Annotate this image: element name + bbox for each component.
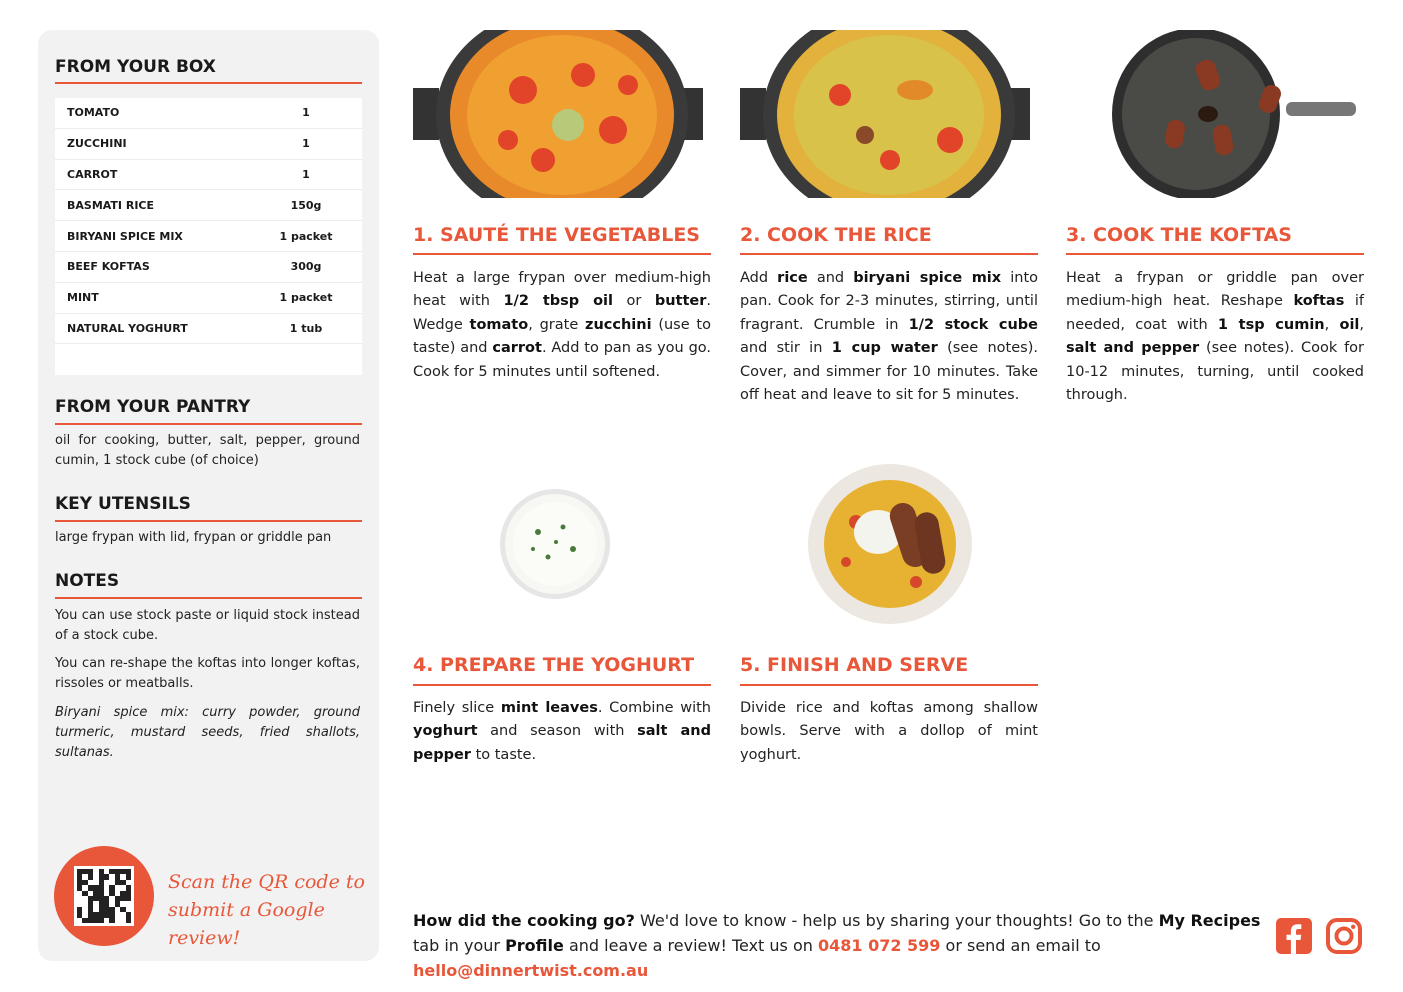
note-item: You can re-shape the koftas into longer koftas, rissoles or meatballs. [55, 656, 360, 691]
notes-heading: NOTES [55, 571, 120, 591]
divider [55, 597, 362, 599]
table-row [55, 98, 362, 129]
step-3-title: 3. COOK THE KOFTAS [1066, 224, 1292, 246]
ingredient-name: CARROT [67, 167, 118, 181]
step-4-text: Finely slice mint leaves. Combine with yoghurt and season with salt and pepper to taste. [413, 700, 711, 763]
table-row [55, 314, 362, 345]
ingredient-name: TOMATO [67, 106, 120, 120]
yoghurt-bowl-photo [498, 487, 612, 601]
ingredient-name: BIRYANI SPICE MIX [67, 229, 183, 243]
ingredient-qty: 1 packet [279, 229, 333, 243]
ingredient-qty: 1 [302, 106, 310, 120]
divider [1066, 253, 1364, 255]
step-1-title: 1. SAUTÉ THE VEGETABLES [413, 224, 700, 246]
table-row [55, 160, 362, 191]
qr-caption-line: submit a Google review! [168, 899, 325, 949]
instagram-icon[interactable] [1325, 917, 1363, 955]
table-row [55, 190, 362, 221]
step-2-title: 2. COOK THE RICE [740, 224, 932, 246]
utensils-text: large frypan with lid, frypan or griddle pan [55, 530, 332, 545]
ingredient-name: NATURAL YOGHURT [67, 321, 188, 335]
email-link[interactable]: hello@dinnertwist.com.au [413, 961, 649, 980]
facebook-icon[interactable] [1275, 917, 1313, 955]
table-row [55, 129, 362, 160]
divider [413, 684, 711, 686]
qr-caption [168, 868, 379, 952]
note-item: You can use stock paste or liquid stock instead of a stock cube. [55, 608, 360, 643]
table-row [55, 283, 362, 314]
ingredients-sidebar [38, 30, 379, 961]
phone-link[interactable]: 0481 072 599 [817, 936, 941, 955]
pantry-heading: FROM YOUR PANTRY [55, 397, 251, 417]
ingredient-qty: 1 packet [279, 291, 333, 305]
note-item: Biryani spice mix: curry powder, ground turmeric, mustard seeds, fried shallots, sultanas. [55, 705, 360, 760]
qr-badge[interactable] [54, 846, 154, 946]
ingredient-qty: 1 tub [289, 321, 323, 335]
divider [55, 423, 362, 425]
qr-code-icon[interactable] [74, 866, 134, 926]
from-box-heading: FROM YOUR BOX [55, 57, 216, 77]
ingredient-name: MINT [67, 291, 99, 305]
feedback-footer: How did the cooking go? We'd love to know - help us by sharing your thoughts! Go to the My Recipes tab in your Profile and leave a review! Text us on 0481 072 599 or send an email to hello@dinnertwist.com.au [413, 911, 1261, 980]
ingredient-qty: 1 [302, 167, 310, 181]
divider [55, 82, 362, 84]
step-5-text: Divide rice and koftas among shallow bowls. Serve with a dollop of mint yoghurt. [740, 700, 1038, 763]
divider [740, 253, 1038, 255]
step-2-text: Add rice and biryani spice mix into pan. Cook for 2-3 minutes, stirring, until fragrant. Crumble in 1/2 stock cube and stir in 1 cup water (see notes). Cover, and simmer for 10 minutes. Take off heat and leave to sit for 5 minutes. [740, 270, 1039, 404]
ingredient-name: BASMATI RICE [67, 198, 155, 212]
pan-vegetables-photo [413, 30, 711, 198]
ingredient-qty: 300g [290, 260, 322, 274]
step-1-text: Heat a large frypan over medium-high heat with 1/2 tbsp oil or butter. Wedge tomato, grate zucchini (use to taste) and carrot. Add to pan as you go. Cook for 5 minutes until softened. [413, 270, 712, 380]
ingredient-qty: 150g [290, 198, 322, 212]
plated-dish-photo [806, 462, 974, 626]
table-row [55, 252, 362, 283]
qr-caption-line: Scan the QR code to [168, 871, 365, 893]
divider [740, 684, 1038, 686]
ingredients-table [55, 98, 362, 375]
table-row [55, 221, 362, 252]
step-3-text: Heat a frypan or griddle pan over medium-high heat. Reshape koftas if needed, coat with 1 tsp cumin, oil, salt and pepper (see notes). Cook for 10-12 minutes, turning, until cooked through. [1066, 270, 1365, 404]
step-4-title: 4. PREPARE THE YOGHURT [413, 654, 695, 676]
utensils-heading: KEY UTENSILS [55, 494, 191, 514]
step-5-title: 5. FINISH AND SERVE [740, 654, 969, 676]
pantry-text: oil for cooking, butter, salt, pepper, ground cumin, 1 stock cube (of choice) [55, 433, 360, 468]
frypan-koftas-photo [1066, 30, 1364, 198]
divider [413, 253, 711, 255]
ingredient-name: BEEF KOFTAS [67, 260, 150, 274]
divider [55, 520, 362, 522]
ingredient-name: ZUCCHINI [67, 137, 127, 151]
pan-rice-photo [740, 30, 1038, 198]
ingredient-qty: 1 [302, 137, 310, 151]
